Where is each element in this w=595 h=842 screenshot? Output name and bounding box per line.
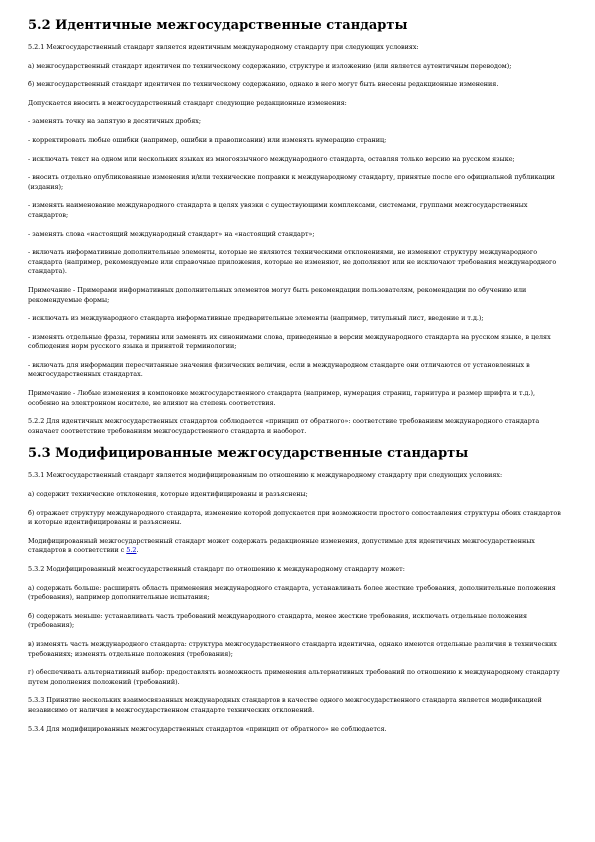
paragraph: 5.3.4 Для модифицированных межгосударственных стандартов «принцип от обратного» не соблюдается.	[28, 724, 387, 733]
list-item: - вносить отдельно опубликованные изменения и/или технические поправки к международному стандарту, принятые после его официальной публикации (издания);	[28, 173, 555, 191]
paragraph: б) содержать меньше: устанавливать часть требований международного стандарта, менее жесткие требования, исключать отдельные положения (требования);	[28, 611, 528, 630]
section-5-2-link[interactable]: 5.2	[126, 546, 137, 555]
note: Примечание - Любые изменения в компоновке межгосударственного стандарта (например, нумерация страниц, гарнитура и размер шрифта и т.д.), особенно на электронном носителе, не влияют на степень соответствия.	[28, 389, 536, 407]
paragraph	[28, 537, 567, 556]
paragraph: а) межгосударственный стандарт идентичен по техническому содержанию, структуре и изложению (или является аутентичным переводом);	[28, 61, 512, 70]
paragraph: а) содержит технические отклонения, которые идентифицированы и разъяснены;	[28, 490, 308, 499]
paragraph: г) обеспечивать альтернативный выбор: предоставлять возможность применения альтернативных требований по отношению к международному стандарту путем дополнения положений (требований).	[28, 668, 560, 686]
paragraph: б) отражает структуру международного стандарта, изменение которой допускается при возможности простого сопоставления структуры обоих стандартов и которые идентифицированы и разъяснены.	[28, 508, 561, 527]
paragraph: а) содержать больше: расширять область применения международного стандарта, устанавливать более жесткие требования, дополнительные положения (требования), например дополнительные испытания;	[28, 583, 556, 602]
list-item: - изменять отдельные фразы, термины или заменять их синонимами слова, приведенные в версии международного стандарта на русском языке, в целях соблюдения норм русского языка и принятой терминологии;	[28, 332, 551, 351]
list-item: - включать для информации пересчитанные значения физических величин, если в международном стандарте они отличаются от установленных в межгосударственных стандартах.	[28, 360, 530, 379]
list-item: - заменять точку на запятую в десятичных дробях;	[28, 117, 202, 126]
note: Примечание - Примерами информативных дополнительных элементов могут быть рекомендации пользователям, рекомендации по обучению или рекомендуемые формы;	[28, 285, 527, 304]
list-item: - включать информативные дополнительные элементы, которые не являются техническими отклонениями, не изменяют структуру международного стандарта (например, рекомендуемые или справочные приложения, которые не изменяют, не дополняют или не исключают требования международного стандарта).	[28, 248, 557, 276]
paragraph: 5.2.1 Межгосударственный стандарт является идентичным международному стандарту при следующих условиях:	[28, 43, 419, 51]
paragraph: 5.3.3 Принятие нескольких взаимосвязанных международных стандартов в качестве одного межгосударственного стандарта является модификацией независимо от наличия в межгосударственном стандарте технических отклонений.	[28, 696, 542, 714]
paragraph: Допускается вносить в межгосударственный стандарт следующие редакционные изменения:	[28, 98, 347, 107]
list-item: - корректировать любые ошибки (например, ошибки в правописании) или изменять нумерацию страниц;	[28, 135, 387, 144]
list-item: - изменять наименование международного стандарта в целях увязки с существующими комплексами, системами, группами межгосударственных стандартов;	[28, 201, 528, 219]
paragraph-text: .	[136, 546, 139, 555]
paragraph: в) изменять часть международного стандарта: структура межгосударственного стандарта идентична, однако имеются отдельные различия в технических требованиях; изменять отдельные положения (требования);	[28, 639, 557, 658]
list-item: - заменять слова «настоящий международный стандарт» на «настоящий стандарт»;	[28, 229, 315, 238]
paragraph: 5.2.2 Для идентичных межгосударственных стандартов соблюдается «принцип от обратного»: соответствие требованиям международного стандарта означает соответствие требованиям межгосударственного стандарта и наоборот.	[28, 417, 540, 435]
paragraph: б) межгосударственный стандарт идентичен по техническому содержанию, однако в него могут быть внесены редакционные изменения.	[28, 80, 499, 89]
paragraph-text: Модифицированный межгосударственный стандарт может содержать редакционные изменения, допустимые для идентичных межгосударственных стандартов в соответствии с	[28, 536, 535, 555]
paragraph: 5.3.2 Модифицированный межгосударственный стандарт по отношению к международному стандарту может:	[28, 565, 405, 573]
list-item: - исключать из международного стандарта информативные предварительные элементы (например, титульный лист, введение и т.д.);	[28, 314, 484, 323]
paragraph: 5.3.1 Межгосударственный стандарт является модифицированным по отношению к международному стандарту при следующих условиях:	[28, 471, 503, 480]
list-item: - исключать текст на одном или нескольких языках из многоязычного международного стандарта, оставляя только версию на русском языке;	[28, 154, 515, 163]
section-title-5-3: 5.3 Модифицированные межгосударственные стандарты	[28, 446, 469, 462]
section-title-5-2: 5.2 Идентичные межгосударственные стандарты	[28, 18, 408, 33]
